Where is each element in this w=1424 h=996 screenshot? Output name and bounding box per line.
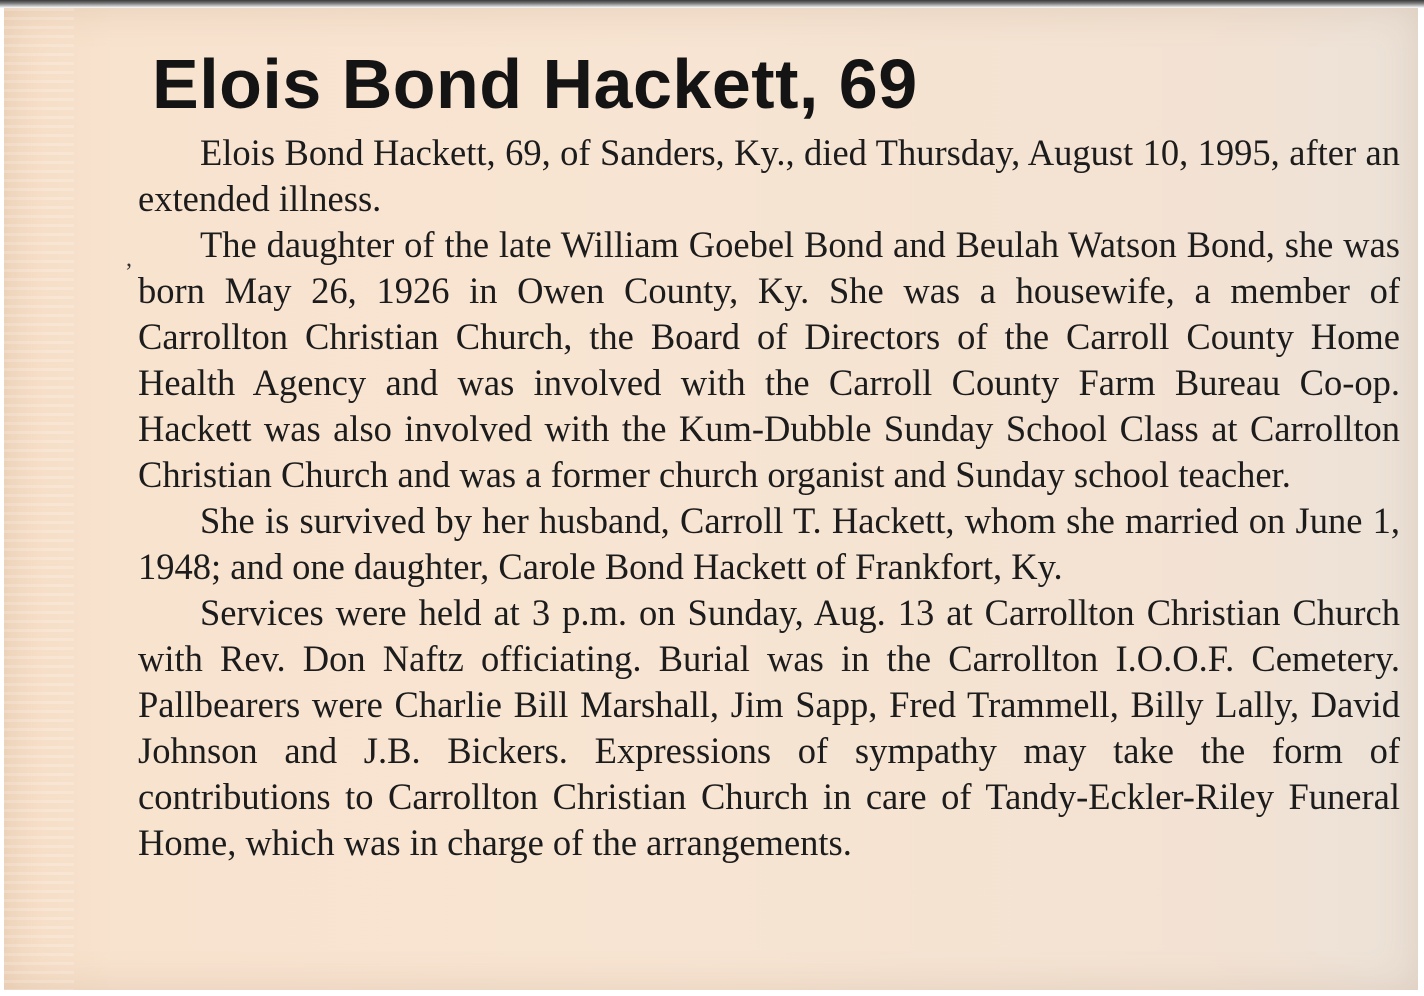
- paragraph-death-notice: Elois Bond Hackett, 69, of Sanders, Ky., died Thursday, August 10, 1995, after an extended illness.: [138, 132, 1400, 219]
- scan-top-edge: [0, 0, 1424, 8]
- stray-ink-mark: ,: [126, 246, 132, 272]
- obituary-body: [138, 130, 1400, 866]
- paragraph-services: Services were held at 3 p.m. on Sunday, Aug. 13 at Carrollton Christian Church with Rev. Don Naftz officiating. Burial was in the Carrollton I.O.O.F. Cemetery. Pallbearers were Charlie Bill Marshall, Jim Sapp, Fred Trammell, Billy Lally, David Johnson and J.B. Bickers. Expressions of sympathy may take the form of contributions to Carrollton Christian Church in care of Tandy-Eckler-Riley Funeral Home, which was in charge of the arrangements.: [138, 592, 1400, 863]
- obituary-headline: Elois Bond Hackett, 69: [152, 45, 918, 123]
- paragraph-biography: The daughter of the late William Goebel Bond and Beulah Watson Bond, she was born May 26, 1926 in Owen County, Ky. She was a housewife, a member of Carrollton Christian Church, the Board of Directors of the Carroll County Home Health Agency and was involved with the Carroll County Farm Bureau Co-op. Hackett was also involved with the Kum-Dubble Sunday School Class at Carrollton Christian Church and was a former church organist and Sunday school teacher.: [138, 224, 1400, 495]
- paragraph-survivors: She is survived by her husband, Carroll T. Hackett, whom she married on June 1, 1948; and one daughter, Carole Bond Hackett of Frankfort, Ky.: [138, 500, 1400, 587]
